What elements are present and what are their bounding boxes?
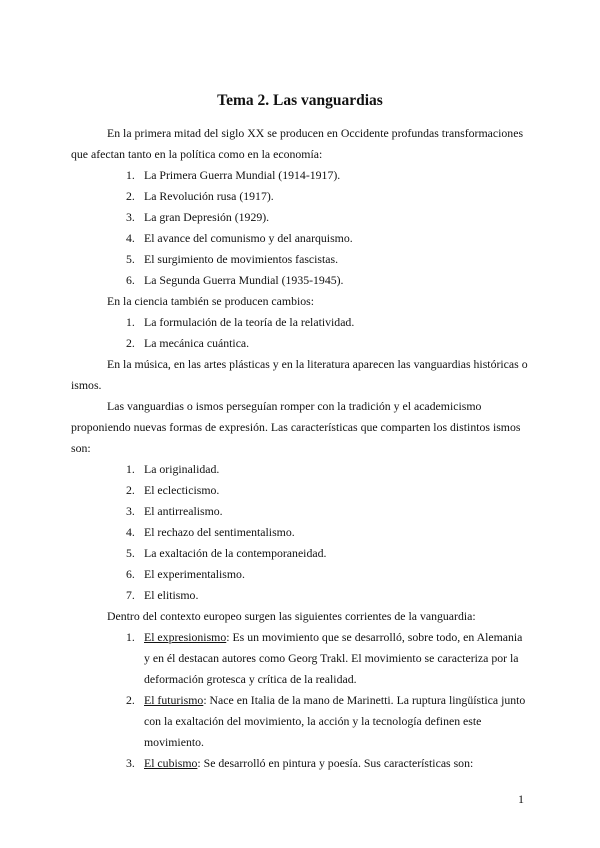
list-item: 3. El antirrealismo. bbox=[126, 504, 223, 518]
list-item: 2. El eclecticismo. bbox=[126, 483, 220, 497]
science-list bbox=[71, 312, 531, 354]
science-intro: En la ciencia también se producen cambios: bbox=[107, 294, 315, 308]
intro-paragraph: En la primera mitad del siglo XX se producen en Occidente profundas transformaciones que afectan tanto en la política como en la economía: bbox=[71, 126, 524, 161]
list-item: 1. La originalidad. bbox=[126, 462, 220, 476]
list-item: 4. El avance del comunismo y del anarquismo. bbox=[126, 231, 353, 245]
list-item: 7. El elitismo. bbox=[126, 588, 199, 602]
currents-list bbox=[71, 627, 531, 774]
features-intro: Las vanguardias o ismos perseguían romper con la tradición y el academicismo proponiendo nuevas formas de expresión. Las características que comparten los distintos ismos son: bbox=[71, 399, 521, 455]
arts-paragraph: En la música, en las artes plásticas y en la literatura aparecen las vanguardias históricas o ismos. bbox=[71, 357, 528, 392]
list-item: 4. El rechazo del sentimentalismo. bbox=[126, 525, 295, 539]
features-list bbox=[71, 459, 531, 606]
list-item: 2. El futurismo: Nace en Italia de la mano de Marinetti. La ruptura lingüística junto con la exaltación del movimiento, la acción y la tecnología definen este movimiento. bbox=[126, 693, 526, 749]
list-item: 2. La mecánica cuántica. bbox=[126, 336, 250, 350]
list-item: 2. La Revolución rusa (1917). bbox=[126, 189, 274, 203]
document-body bbox=[71, 123, 531, 774]
current-name-cubismo: El cubismo bbox=[144, 756, 198, 770]
list-item: 1. El expresionismo: Es un movimiento que se desarrolló, sobre todo, en Alemania y en él destacan autores como Georg Trakl. El movimiento se caracteriza por la deformación grotesca y crítica de la realidad. bbox=[126, 630, 523, 686]
list-item: 6. La Segunda Guerra Mundial (1935-1945). bbox=[126, 273, 344, 287]
list-item: 1. La Primera Guerra Mundial (1914-1917). bbox=[126, 168, 341, 182]
list-item: 3. El cubismo: Se desarrolló en pintura y poesía. Sus características son: bbox=[126, 756, 474, 770]
document-title: Tema 2. Las vanguardias bbox=[217, 92, 383, 109]
events-list bbox=[71, 165, 531, 291]
list-item: 1. La formulación de la teoría de la relatividad. bbox=[126, 315, 355, 329]
list-item: 5. La exaltación de la contemporaneidad. bbox=[126, 546, 327, 560]
list-item: 5. El surgimiento de movimientos fascistas. bbox=[126, 252, 339, 266]
page-number: 1 bbox=[518, 792, 524, 806]
list-item: 6. El experimentalismo. bbox=[126, 567, 245, 581]
current-name-expresionismo: El expresionismo bbox=[144, 630, 227, 644]
list-item: 3. La gran Depresión (1929). bbox=[126, 210, 270, 224]
current-name-futurismo: El futurismo bbox=[144, 693, 204, 707]
currents-intro: Dentro del contexto europeo surgen las siguientes corrientes de la vanguardia: bbox=[107, 609, 476, 623]
